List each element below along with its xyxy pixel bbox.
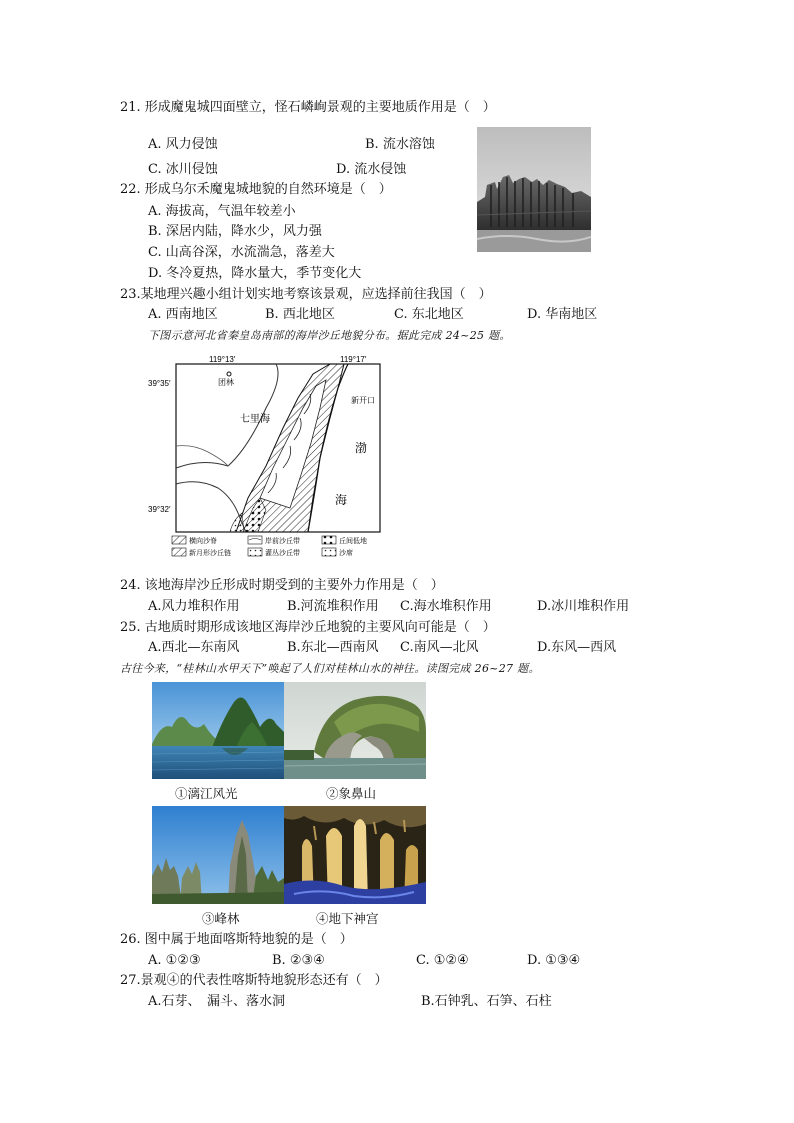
q23-option-c: C. 东北地区 — [394, 307, 464, 322]
map-bohai-2: 海 — [335, 493, 348, 507]
map-xinkaikou: 新开口 — [351, 396, 375, 405]
q23-option-a: A. 西南地区 — [148, 307, 218, 322]
q25-option-b: B.东北—西南风 — [287, 640, 379, 655]
q22-option-b: B. 深居内陆，降水少，风力强 — [148, 224, 322, 239]
q27-stem: 27.景观④的代表性喀斯特地貌形态还有（ ） — [120, 973, 388, 988]
map-bohai-1: 渤 — [355, 441, 368, 455]
q25-option-a: A.西北—东南风 — [148, 640, 240, 655]
q26-option-c: C. ①②④ — [416, 953, 469, 968]
q23-option-b: B. 西北地区 — [265, 307, 335, 322]
q23-option-d: D. 华南地区 — [527, 307, 598, 322]
q24-option-c: C.海水堆积作用 — [400, 599, 492, 614]
li-river-photo — [152, 682, 284, 779]
q21-option-c: C. 冰川侵蚀 — [148, 162, 218, 177]
q27-option-b: B.石钟乳、石笋、石柱 — [421, 994, 552, 1009]
map-lat-top: 39°35′ — [148, 379, 171, 388]
q24-option-a: A.风力堆积作用 — [148, 599, 240, 614]
q24-stem: 24. 该地海岸沙丘形成时期受到的主要外力作用是（ ） — [120, 578, 444, 593]
legend-item-1: 横向沙脊 — [189, 538, 217, 545]
map-lon-left: 119°13′ — [209, 355, 236, 364]
q21-stem: 21. 形成魔鬼城四面壁立，怪石嶙峋景观的主要地质作用是（ ） — [120, 100, 496, 115]
intro-26-27: 古往今来，“桂林山水甲天下”唤起了人们对桂林山水的神往。读图完成 26~27 题。 — [120, 662, 540, 675]
map-tuanlin: 团林 — [218, 378, 234, 387]
q27-option-a: A.石芽、 漏斗、落水洞 — [148, 994, 286, 1009]
coastal-dune-map — [148, 348, 388, 558]
q25-stem: 25. 古地质时期形成该地区海岸沙丘地貌的主要风向可能是（ ） — [120, 620, 496, 635]
q21-option-d: D. 流水侵蚀 — [336, 162, 407, 177]
photo-caption-3: ③峰林 — [202, 911, 240, 926]
legend-item-2: 岸前沙丘带 — [265, 538, 300, 545]
legend-item-6: 沙席 — [339, 550, 353, 557]
q24-option-b: B.河流堆积作用 — [287, 599, 379, 614]
q22-option-d: D. 冬冷夏热，降水量大，季节变化大 — [148, 266, 362, 281]
photo-caption-4: ④地下神宫 — [316, 911, 379, 926]
legend-item-5: 灌丛沙丘带 — [265, 550, 300, 557]
q22-option-a: A. 海拔高，气温年较差小 — [148, 204, 296, 219]
map-qilihai: 七里海 — [240, 414, 270, 425]
photo-caption-2: ②象鼻山 — [326, 786, 377, 801]
q26-option-d: D. ①③④ — [527, 953, 581, 968]
q24-option-d: D.冰川堆积作用 — [537, 599, 630, 614]
q25-option-d: D.东风—西风 — [537, 640, 617, 655]
q21-option-b: B. 流水溶蚀 — [365, 137, 435, 152]
intro-24-25: 下图示意河北省秦皇岛南部的海岸沙丘地貌分布。据此完成 24~25 题。 — [148, 329, 511, 342]
q22-option-c: C. 山高谷深，水流湍急，落差大 — [148, 245, 335, 260]
peak-forest-photo — [152, 806, 284, 904]
q26-option-b: B. ②③④ — [272, 953, 325, 968]
q25-option-c: C.南风—北风 — [400, 640, 479, 655]
legend-item-4: 新月形沙丘链 — [189, 550, 231, 557]
q26-stem: 26. 图中属于地面喀斯特地貌的是（ ） — [120, 932, 353, 947]
photo-caption-1: ①漓江风光 — [175, 786, 238, 801]
legend-item-3: 丘间低地 — [339, 538, 367, 545]
q26-option-a: A. ①②③ — [148, 953, 201, 968]
underground-palace-photo — [284, 806, 426, 904]
devil-city-photo — [477, 127, 591, 252]
map-lat-bottom: 39°32′ — [148, 505, 171, 514]
q22-stem: 22. 形成乌尔禾魔鬼城地貌的自然环境是（ ） — [120, 182, 392, 197]
map-lon-right: 119°17′ — [340, 355, 367, 364]
q23-stem: 23.某地理兴趣小组计划实地考察该景观，应选择前往我国（ ） — [120, 287, 492, 302]
elephant-trunk-hill-photo — [284, 682, 426, 779]
q21-option-a: A. 风力侵蚀 — [148, 137, 218, 152]
